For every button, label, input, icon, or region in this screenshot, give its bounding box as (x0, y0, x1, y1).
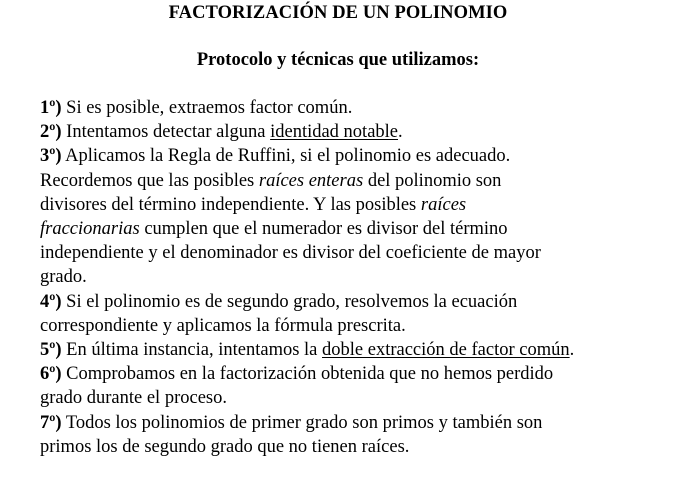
step-number: 3º) (40, 146, 62, 167)
step-line (40, 96, 672, 120)
step-item (40, 411, 672, 459)
step-text: . (398, 122, 403, 143)
step-line (40, 362, 672, 386)
step-line (40, 386, 672, 410)
italic-term: fraccionarias (40, 219, 140, 240)
step-text: grado durante el proceso. (40, 388, 227, 409)
step-text: Si el polinomio es de segundo grado, resolvemos la ecuación (61, 291, 518, 312)
document-subtitle: Protocolo y técnicas que utilizamos: (196, 50, 480, 70)
step-number: 2º) (40, 122, 62, 143)
step-text: primos los de segundo grado que no tienen raíces. (40, 436, 410, 457)
step-line (40, 120, 672, 144)
step-text: divisores del término independiente. Y las posibles (40, 194, 421, 215)
step-text: del polinomio son (363, 170, 502, 191)
step-number: 5º) (40, 340, 62, 361)
step-line (40, 169, 672, 193)
step-item (40, 144, 672, 289)
italic-term: raíces enteras (258, 170, 364, 191)
step-number: 4º) (40, 291, 62, 312)
document-title: FACTORIZACIÓN DE UN POLINOMIO (168, 3, 508, 23)
step-line (40, 435, 672, 459)
step-item (40, 338, 672, 362)
step-line (40, 144, 672, 168)
step-item (40, 362, 672, 410)
step-text: . (569, 340, 575, 361)
step-item (40, 290, 672, 338)
step-line (40, 217, 672, 241)
step-text: correspondiente y aplicamos la fórmula prescrita. (40, 315, 406, 336)
step-line (40, 314, 672, 338)
step-number: 1º) (40, 98, 62, 118)
step-text: En última instancia, intentamos la (61, 340, 323, 361)
underlined-term: doble extracción de factor común (322, 340, 570, 361)
step-text: grado. (40, 267, 87, 288)
italic-term: raíces (420, 194, 467, 215)
step-text: Intentamos detectar alguna (61, 122, 271, 143)
step-line (40, 241, 672, 265)
step-text: Comprobamos en la factorización obtenida que no hemos perdido (61, 364, 554, 385)
underlined-term: identidad notable (270, 122, 399, 143)
step-line (40, 411, 672, 435)
step-number: 7º) (40, 412, 62, 433)
step-text: independiente y el denominador es divisor del coeficiente de mayor (40, 243, 541, 264)
step-line (40, 265, 672, 289)
step-text: Si es posible, extraemos factor común. (61, 98, 353, 118)
step-text: Todos los polinomios de primer grado son primos y también son (61, 412, 543, 433)
step-item (40, 120, 672, 144)
step-text: Recordemos que las posibles (40, 170, 259, 191)
step-line (40, 290, 672, 314)
step-text: cumplen que el numerador es divisor del término (139, 219, 508, 240)
step-text: Aplicamos la Regla de Ruffini, si el polinomio es adecuado. (61, 146, 511, 167)
steps-list (40, 96, 672, 459)
step-number: 6º) (40, 364, 62, 385)
step-item (40, 96, 672, 120)
step-line (40, 193, 672, 217)
step-line (40, 338, 672, 362)
